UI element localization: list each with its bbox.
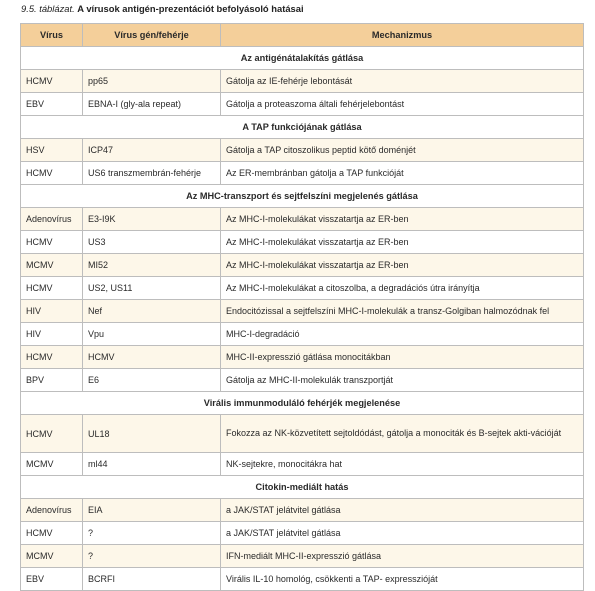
table-row — [21, 208, 584, 231]
cell-virus: HCMV — [21, 346, 83, 369]
table-row — [21, 499, 584, 522]
cell-mechanism: Gátolja a proteaszoma általi fehérjelebontást — [221, 93, 584, 116]
header-gene: Vírus gén/fehérje — [83, 24, 221, 47]
cell-gene: pp65 — [83, 70, 221, 93]
table-row — [21, 300, 584, 323]
cell-mechanism: Az MHC-I-molekulákat visszatartja az ER-ben — [221, 231, 584, 254]
caption-number: 9.5. táblázat. — [21, 3, 75, 14]
cell-gene: US3 — [83, 231, 221, 254]
table-row — [21, 369, 584, 392]
cell-mechanism: IFN-mediált MHC-II-expresszió gátlása — [221, 545, 584, 568]
cell-gene: ? — [83, 522, 221, 545]
cell-gene: UL18 — [83, 415, 221, 453]
cell-virus: Adenovírus — [21, 499, 83, 522]
section-row — [21, 392, 584, 415]
cell-gene: Nef — [83, 300, 221, 323]
section-title: Az MHC-transzport és sejtfelszíni megjelenés gátlása — [21, 185, 584, 208]
cell-mechanism: Endocitózissal a sejtfelszíni MHC-I-molekulák a transz-Golgiban halmozódnak fel — [221, 300, 584, 323]
caption-title: A vírusok antigén-prezentációt befolyásoló hatásai — [77, 3, 304, 14]
cell-virus: MCMV — [21, 545, 83, 568]
table-row — [21, 70, 584, 93]
cell-gene: ml44 — [83, 453, 221, 476]
section-row — [21, 476, 584, 499]
section-title: Az antigénátalakítás gátlása — [21, 47, 584, 70]
cell-virus: HCMV — [21, 162, 83, 185]
header-virus: Vírus — [21, 24, 83, 47]
cell-mechanism: MHC-II-expresszió gátlása monocitákban — [221, 346, 584, 369]
section-title: Citokin-mediált hatás — [21, 476, 584, 499]
cell-virus: BPV — [21, 369, 83, 392]
cell-virus: HIV — [21, 300, 83, 323]
table-row — [21, 453, 584, 476]
section-row — [21, 47, 584, 70]
table-row — [21, 162, 584, 185]
cell-mechanism: Az MHC-I-molekulákat a citoszolba, a degradációs útra irányítja — [221, 277, 584, 300]
cell-virus: MCMV — [21, 254, 83, 277]
cell-gene: HCMV — [83, 346, 221, 369]
cell-gene: Vpu — [83, 323, 221, 346]
table-row — [21, 415, 584, 453]
cell-gene: E6 — [83, 369, 221, 392]
cell-mechanism: Gátolja az MHC-II-molekulák transzportját — [221, 369, 584, 392]
section-title: Virális immunmoduláló fehérjék megjelenése — [21, 392, 584, 415]
cell-virus: EBV — [21, 93, 83, 116]
header-mechanism: Mechanizmus — [221, 24, 584, 47]
cell-virus: HCMV — [21, 231, 83, 254]
table-row — [21, 277, 584, 300]
cell-virus: HCMV — [21, 277, 83, 300]
cell-virus: Adenovírus — [21, 208, 83, 231]
cell-mechanism: Az MHC-I-molekulákat visszatartja az ER-ben — [221, 254, 584, 277]
cell-mechanism: Az ER-membránban gátolja a TAP funkcióját — [221, 162, 584, 185]
cell-virus: MCMV — [21, 453, 83, 476]
virus-antigen-table — [20, 23, 584, 591]
cell-mechanism: MHC-I-degradáció — [221, 323, 584, 346]
section-row — [21, 116, 584, 139]
table-body — [21, 47, 584, 591]
cell-gene: E3-I9K — [83, 208, 221, 231]
cell-gene: US6 transzmembrán-fehérje — [83, 162, 221, 185]
table-caption — [21, 3, 304, 15]
cell-gene: EIA — [83, 499, 221, 522]
table-row — [21, 323, 584, 346]
cell-gene: ? — [83, 545, 221, 568]
cell-virus: HSV — [21, 139, 83, 162]
table-row — [21, 545, 584, 568]
cell-gene: MI52 — [83, 254, 221, 277]
cell-mechanism: Az MHC-I-molekulákat visszatartja az ER-ben — [221, 208, 584, 231]
table-row — [21, 568, 584, 591]
table-row — [21, 231, 584, 254]
table-row — [21, 522, 584, 545]
cell-mechanism: a JAK/STAT jelátvitel gátlása — [221, 499, 584, 522]
cell-virus: HCMV — [21, 522, 83, 545]
cell-mechanism: NK-sejtekre, monocitákra hat — [221, 453, 584, 476]
cell-mechanism: Virális IL-10 homológ, csökkenti a TAP- expresszióját — [221, 568, 584, 591]
cell-mechanism: Gátolja a TAP citoszolikus peptid kötő doménjét — [221, 139, 584, 162]
cell-gene: EBNA-I (gly-ala repeat) — [83, 93, 221, 116]
cell-gene: US2, US11 — [83, 277, 221, 300]
table-row — [21, 139, 584, 162]
section-title: A TAP funkciójának gátlása — [21, 116, 584, 139]
cell-virus: HIV — [21, 323, 83, 346]
table-row — [21, 254, 584, 277]
cell-gene: ICP47 — [83, 139, 221, 162]
table-header-row — [21, 24, 584, 47]
cell-mechanism: Fokozza az NK-közvetített sejtoldódást, gátolja a monociták és B-sejtek akti-vációját — [221, 415, 584, 453]
cell-mechanism: a JAK/STAT jelátvitel gátlása — [221, 522, 584, 545]
table-row — [21, 93, 584, 116]
cell-virus: EBV — [21, 568, 83, 591]
table-row — [21, 346, 584, 369]
cell-virus: HCMV — [21, 415, 83, 453]
section-row — [21, 185, 584, 208]
cell-virus: HCMV — [21, 70, 83, 93]
cell-gene: BCRFI — [83, 568, 221, 591]
cell-mechanism: Gátolja az IE-fehérje lebontását — [221, 70, 584, 93]
